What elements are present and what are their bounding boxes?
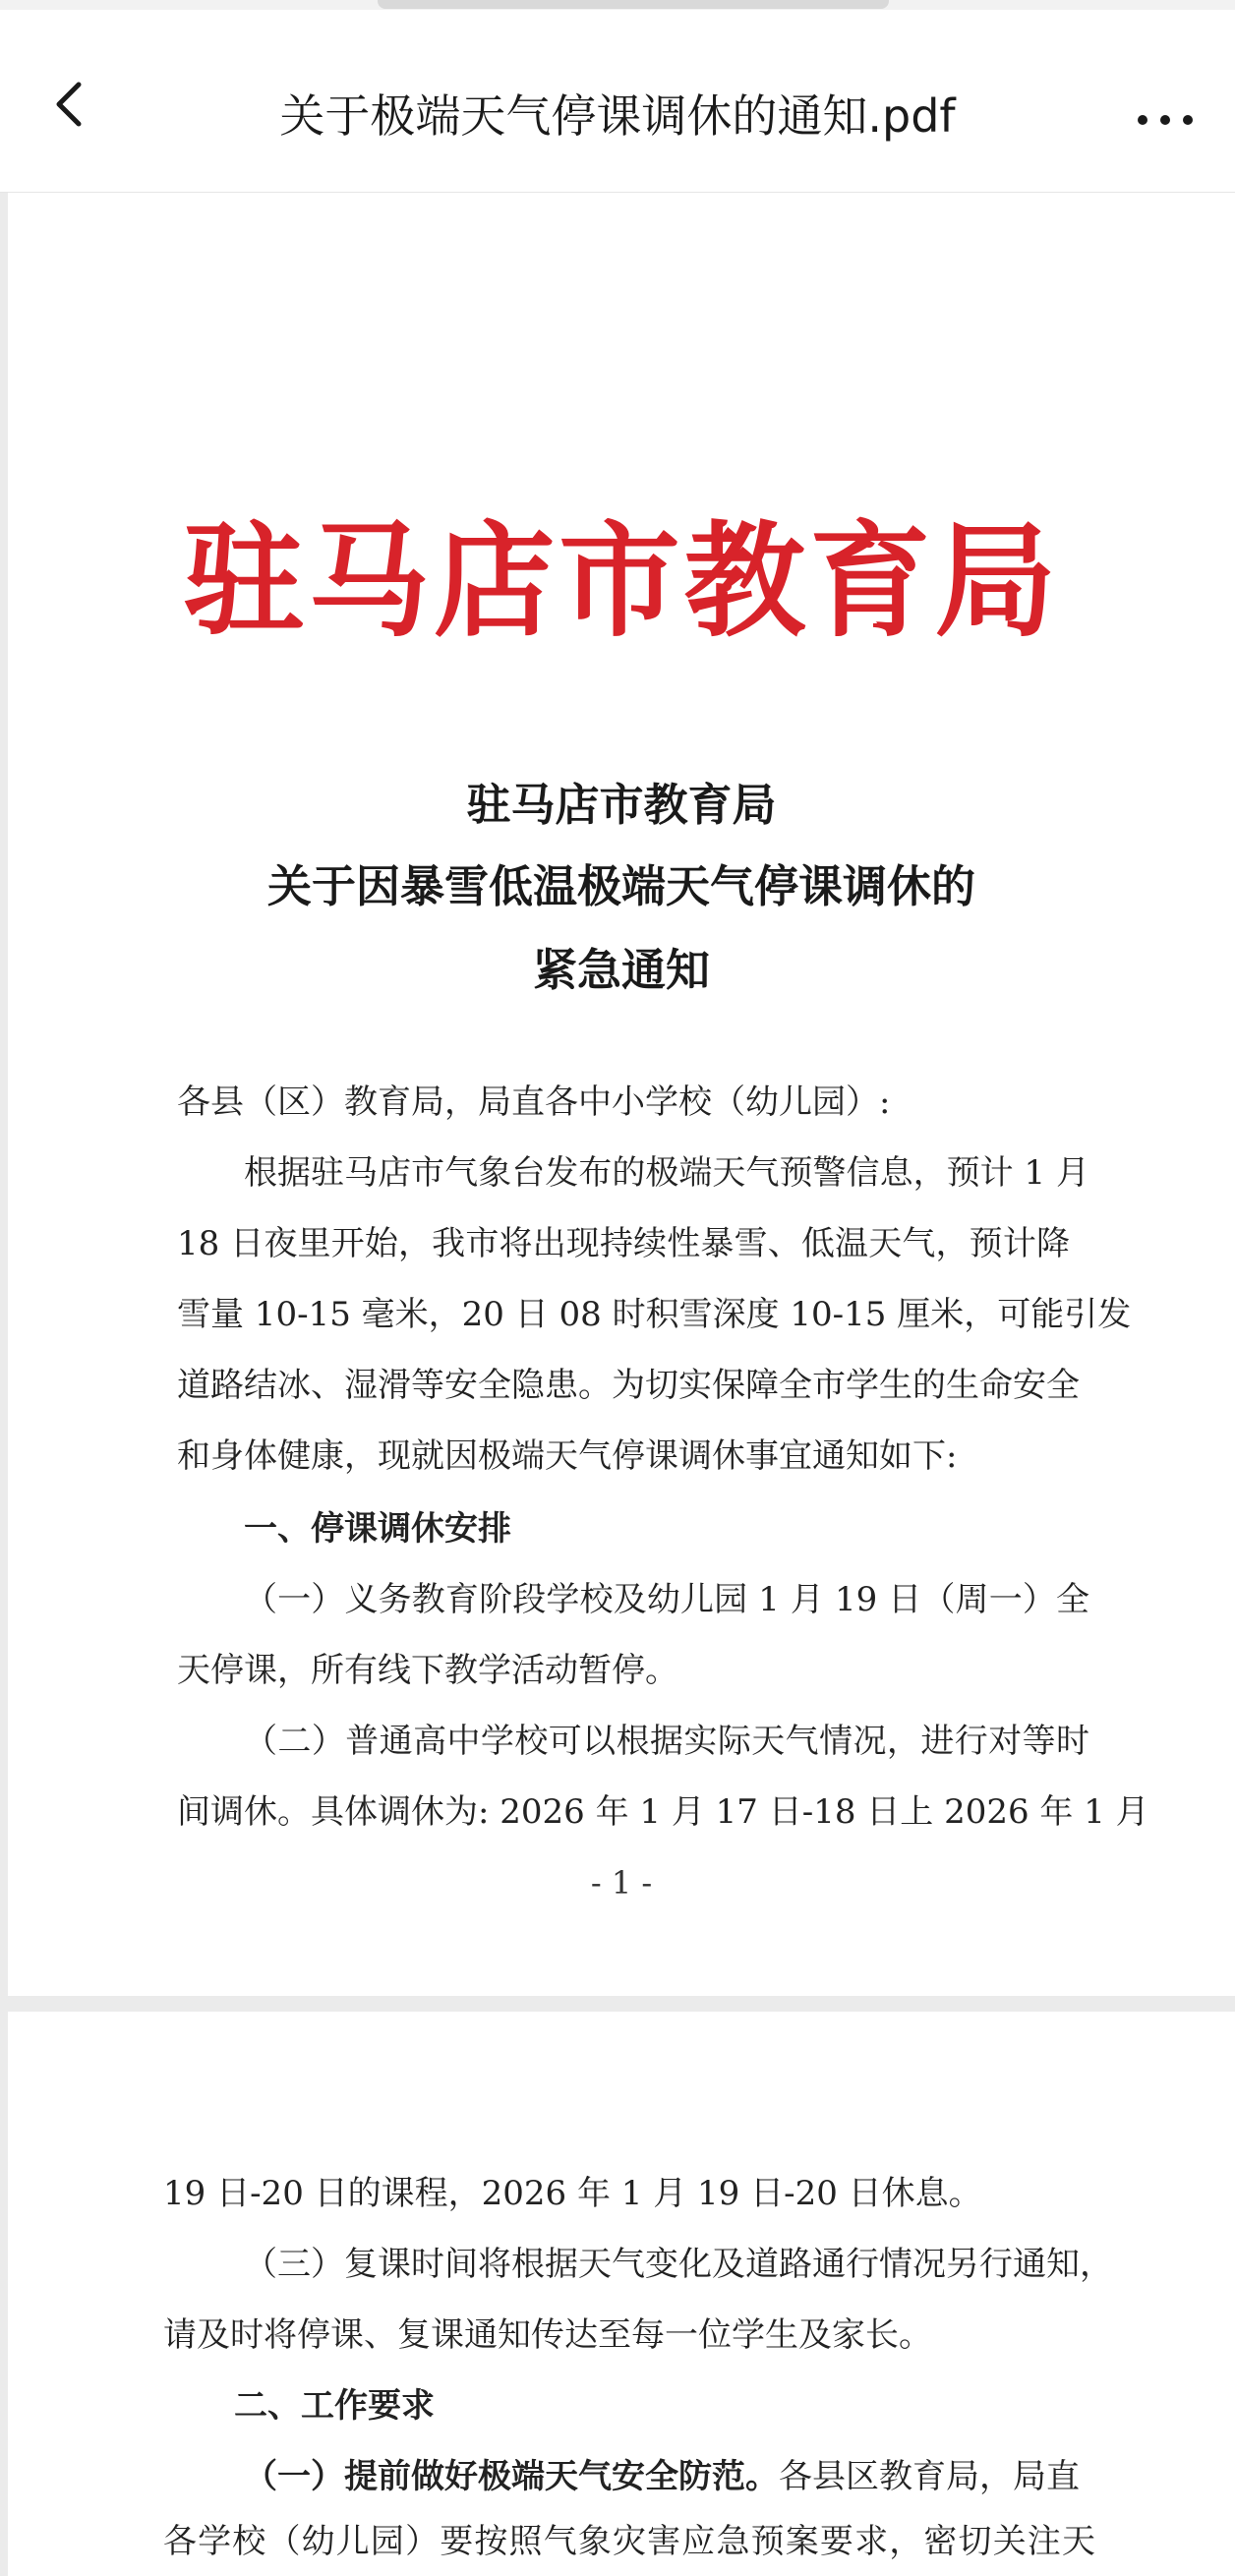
chevron-left-icon (39, 75, 98, 134)
pdf-viewer[interactable] (0, 193, 1235, 2576)
requirement-bold: （一）提前做好极端天气安全防范。 (244, 2457, 779, 2496)
body-line: 道路结冰、湿滑等安全隐患。为切实保障全市学生的生命安全 (177, 1366, 1080, 1405)
back-button[interactable] (39, 75, 98, 134)
body-line: 各学校（幼儿园）要按照气象灾害应急预案要求，密切关注天 (163, 2522, 1095, 2561)
pdf-page-2 (8, 2012, 1235, 2576)
body-line: 天停课，所有线下教学活动暂停。 (177, 1651, 678, 1690)
body-line: （三）复课时间将根据天气变化及道路通行情况另行通知， (244, 2245, 1113, 2284)
ellipsis-icon (1131, 98, 1200, 138)
body-line: 根据驻马店市气象台发布的极端天气预警信息，预计 1 月 (244, 1153, 1089, 1193)
section-heading-1: 一、停课调休安排 (244, 1509, 511, 1549)
body-line: 和身体健康，现就因极端天气停课调休事宜通知如下: (177, 1436, 958, 1476)
body-line: 19 日-20 日的课程，2026 年 1 月 19 日-20 日休息。 (163, 2174, 982, 2213)
navigation-bar (0, 10, 1235, 193)
body-line: 请及时将停课、复课通知传达至每一位学生及家长。 (163, 2315, 932, 2355)
body-line: （一）义务教育阶段学校及幼儿园 1 月 19 日（周一）全 (244, 1580, 1089, 1619)
body-line: 雪量 10-15 毫米，20 日 08 时积雪深度 10-15 厘米，可能引发 (177, 1295, 1132, 1334)
section-heading-2: 二、工作要求 (234, 2386, 435, 2426)
top-indicator (378, 0, 889, 9)
body-line: （二）普通高中学校可以根据实际天气情况，进行对等时 (244, 1722, 1089, 1761)
letterhead: 驻马店市教育局 (183, 508, 1060, 654)
body-line: 18 日夜里开始，我市将出现持续性暴雪、低温天气，预计降 (177, 1224, 1070, 1263)
more-options-button[interactable] (1131, 98, 1200, 138)
body-line (244, 2452, 1080, 2501)
title-line-1: 驻马店市教育局 (466, 779, 777, 831)
page-number: - 1 - (590, 1864, 653, 1902)
salutation: 各县（区）教育局，局直各中小学校（幼儿园）: (177, 1083, 891, 1122)
pdf-page-1 (8, 193, 1235, 1996)
status-bar (0, 0, 1235, 10)
requirement-rest: 各县区教育局，局直 (779, 2457, 1080, 2496)
body-line: 间调休。具体调休为: 2026 年 1 月 17 日-18 日上 2026 年 1 月 (177, 1792, 1149, 1832)
document-title: 关于极端天气停课调休的通知.pdf (279, 89, 956, 143)
title-line-2: 关于因暴雪低温极端天气停课调休的 (266, 860, 975, 912)
title-line-3: 紧急通知 (532, 944, 710, 996)
